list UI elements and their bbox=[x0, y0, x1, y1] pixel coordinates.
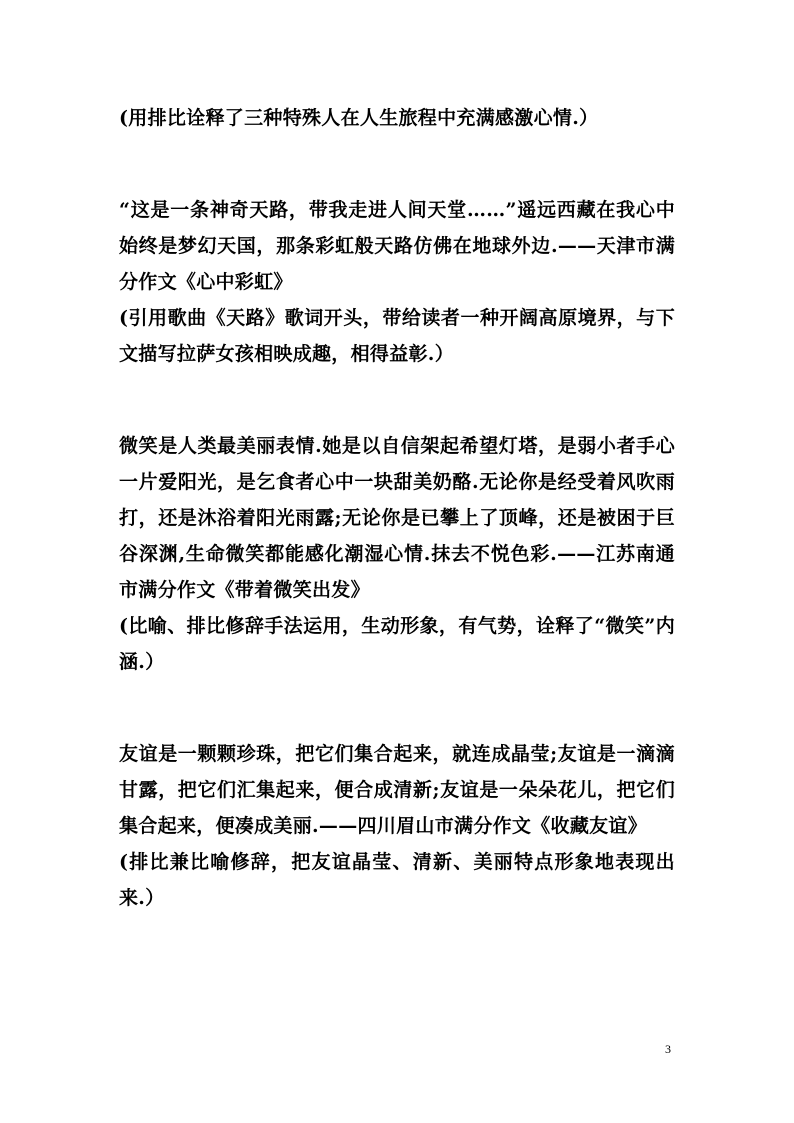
excerpt-paragraph-friendship: 友谊是一颗颗珍珠，把它们集合起来，就连成晶莹;友谊是一滴滴甘露，把它们汇集起来，便合成清新;友谊是一朵朵花儿，把它们集合起来，便凑成美丽.——四川眉山市满分作文《收藏友谊》 bbox=[119, 743, 675, 837]
document-body bbox=[119, 100, 675, 916]
annotation-paragraph-tianlu: (引用歌曲《天路》歌词开头，带给读者一种开阔高原境界，与下文描写拉萨女孩相映成趣，相得益彰.） bbox=[119, 307, 675, 365]
paragraph-gap bbox=[119, 372, 675, 428]
excerpt-paragraph-tianlu: “这是一条神奇天路，带我走进人间天堂……”遥远西藏在我心中始终是梦幻天国，那条彩虹般天路仿佛在地球外边.——天津市满分作文《心中彩虹》 bbox=[119, 199, 675, 293]
page-number: 3 bbox=[665, 1042, 671, 1056]
annotation-paragraph-1: (用排比诠释了三种特殊人在人生旅程中充满感激心情.） bbox=[119, 107, 599, 129]
paragraph-gap bbox=[119, 680, 675, 736]
paragraph-gap bbox=[119, 136, 675, 192]
annotation-paragraph-smile: (比喻、排比修辞手法运用，生动形象，有气势，诠释了“微笑”内涵.） bbox=[119, 615, 675, 673]
excerpt-paragraph-smile: 微笑是人类最美丽表情.她是以自信架起希望灯塔，是弱小者手心一片爱阳光，是乞食者心中一块甜美奶酪.无论你是经受着风吹雨打，还是沐浴着阳光雨露;无论你是已攀上了顶峰，还是被困于巨谷深渊,生命微笑都能感化潮湿心情.抹去不悦色彩.——江苏南通市满分作文《带着微笑出发》 bbox=[119, 435, 675, 601]
annotation-paragraph-friendship: (排比兼比喻修辞，把友谊晶莹、清新、美丽特点形象地表现出来.） bbox=[119, 851, 675, 909]
